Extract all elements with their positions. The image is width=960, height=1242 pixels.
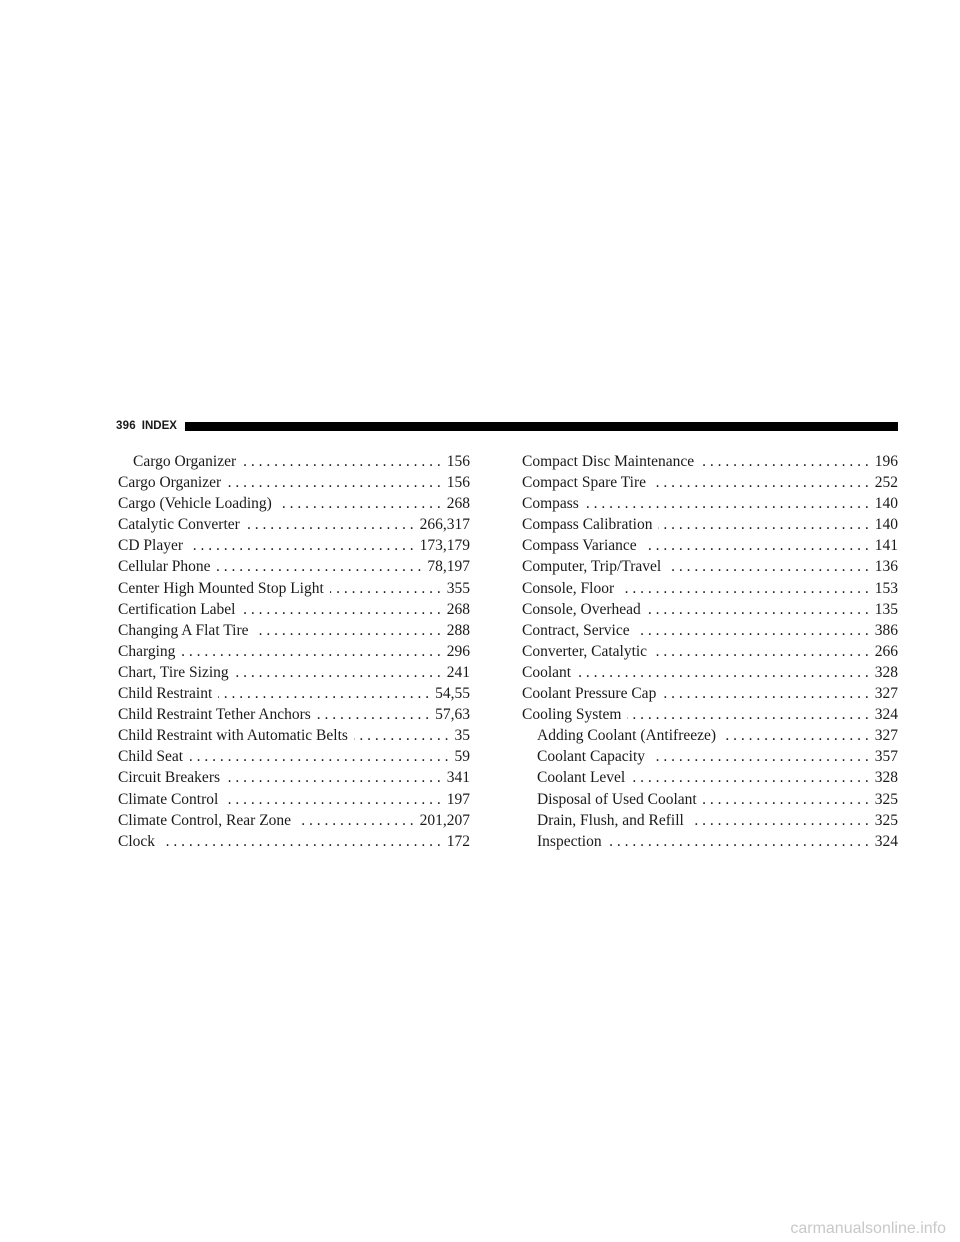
- index-entry-page: 341: [446, 769, 470, 787]
- index-entry: [522, 767, 898, 788]
- dot-leader: [189, 746, 448, 767]
- dot-leader: [217, 556, 422, 577]
- index-entry-label: Coolant Level: [537, 769, 626, 787]
- dot-leader: [278, 493, 441, 514]
- dot-leader: [577, 662, 869, 683]
- index-entry-page: 135: [874, 600, 898, 618]
- index-entry-label: Converter, Catalytic: [522, 642, 648, 660]
- index-entry: [118, 662, 470, 683]
- index-entry-label: Child Restraint with Automatic Belts: [118, 727, 348, 745]
- index-entry-label: Cargo Organizer: [133, 453, 237, 470]
- index-entry: [118, 599, 470, 620]
- index-entry-label: Coolant Pressure Cap: [522, 685, 657, 703]
- index-entry-label: Cargo (Vehicle Loading): [118, 495, 272, 513]
- dot-leader: [224, 789, 440, 810]
- index-entry: [522, 578, 898, 599]
- index-entry-label: Certification Label: [118, 600, 236, 618]
- index-entry-page: 386: [874, 621, 898, 639]
- index-entry-label: Climate Control, Rear Zone: [118, 811, 292, 829]
- index-entry: [522, 662, 898, 683]
- index-entry-page: 156: [446, 453, 470, 470]
- index-entry-label: Inspection: [537, 832, 602, 850]
- index-entry: [118, 683, 470, 704]
- index-entry-page: 266: [874, 642, 898, 660]
- page-number: 396: [116, 420, 136, 432]
- index-entry: [118, 725, 470, 746]
- dot-leader: [242, 599, 441, 620]
- dot-leader: [658, 514, 868, 535]
- dot-leader: [653, 641, 869, 662]
- index-entry-label: Circuit Breakers: [118, 769, 221, 787]
- dot-leader: [297, 810, 414, 831]
- index-entry: [522, 451, 898, 472]
- dot-leader: [235, 662, 441, 683]
- index-entry: [118, 472, 470, 493]
- watermark[interactable]: carmanualsonline.info: [790, 1220, 946, 1237]
- index-entry-page: 156: [446, 474, 470, 492]
- index-entry-page: 59: [454, 748, 470, 766]
- index-entry-page: 288: [446, 621, 470, 639]
- index-entry-page: 325: [874, 790, 898, 808]
- section-title: INDEX: [141, 420, 177, 432]
- index-entry-page: 268: [446, 495, 470, 513]
- index-entry-label: CD Player: [118, 537, 184, 555]
- index-entry: [118, 620, 470, 641]
- index-entry-label: Computer, Trip/Travel: [522, 558, 662, 576]
- index-entry-label: Compass Calibration: [522, 516, 653, 534]
- index-entry-page: 328: [874, 769, 898, 787]
- index-entry-page: 328: [874, 663, 898, 681]
- dot-leader: [620, 578, 869, 599]
- dot-leader: [667, 556, 869, 577]
- index-entry: [522, 599, 898, 620]
- index-entry: [522, 535, 898, 556]
- index-entry-page: 172: [446, 832, 470, 850]
- index-entry-label: Coolant: [522, 663, 572, 681]
- dot-leader: [227, 472, 441, 493]
- index-entry: [522, 641, 898, 662]
- index-entry: [522, 746, 898, 767]
- index-entry: [118, 831, 470, 852]
- index-entry-label: Changing A Flat Tire: [118, 621, 249, 639]
- index-entry-page: 355: [446, 579, 470, 597]
- index-entry-label: Chart, Tire Sizing: [118, 663, 229, 681]
- index-entry: [522, 789, 898, 810]
- dot-leader: [242, 451, 441, 472]
- index-entry-page: 327: [874, 685, 898, 703]
- index-entry: [522, 493, 898, 514]
- dot-leader: [585, 493, 869, 514]
- index-entry: [118, 451, 470, 472]
- dot-leader: [643, 535, 869, 556]
- dot-leader: [636, 620, 869, 641]
- index-entry-page: 54,55: [435, 685, 470, 703]
- index-entry: [118, 514, 470, 535]
- index-entry-page: 201,207: [419, 811, 470, 829]
- dot-leader: [181, 641, 440, 662]
- index-entry-page: 136: [874, 558, 898, 576]
- page-header: [116, 418, 898, 434]
- index-entry-page: 324: [874, 832, 898, 850]
- index-entry-page: 140: [874, 495, 898, 513]
- index-entry: [522, 810, 898, 831]
- index-column-right: [522, 451, 898, 852]
- index-entry: [522, 620, 898, 641]
- index-entry-page: 324: [874, 706, 898, 724]
- index-entry-page: 327: [874, 727, 898, 745]
- index-entry-page: 325: [874, 811, 898, 829]
- index-entry: [118, 556, 470, 577]
- index-entry-label: Cargo Organizer: [118, 474, 222, 492]
- dot-leader: [246, 514, 414, 535]
- index-entry-label: Child Restraint Tether Anchors: [118, 706, 311, 724]
- dot-leader: [703, 789, 869, 810]
- dot-leader: [700, 451, 869, 472]
- dot-leader: [161, 831, 441, 852]
- index-entry-page: 241: [446, 663, 470, 681]
- index-entry-page: 266,317: [419, 516, 470, 534]
- header-rule: [185, 422, 898, 431]
- dot-leader: [722, 725, 869, 746]
- index-entry-label: Catalytic Converter: [118, 516, 240, 534]
- index-entry-label: Coolant Capacity: [537, 748, 646, 766]
- index-entry-page: 196: [874, 453, 898, 470]
- index-entry: [522, 514, 898, 535]
- index-entry-label: Center High Mounted Stop Light: [118, 579, 324, 597]
- dot-leader: [662, 683, 868, 704]
- index-column-left: [118, 451, 470, 852]
- index-entry: [522, 831, 898, 852]
- index-entry: [118, 578, 470, 599]
- index-entry-label: Charging: [118, 642, 176, 660]
- index-entry-label: Drain, Flush, and Refill: [537, 811, 684, 829]
- index-entry-page: 268: [446, 600, 470, 618]
- index-entry-label: Console, Floor: [522, 579, 615, 597]
- dot-leader: [652, 472, 869, 493]
- dot-leader: [627, 704, 868, 725]
- index-entry-label: Child Seat: [118, 748, 184, 766]
- index-entry: [118, 767, 470, 788]
- index-entry-label: Compass Variance: [522, 537, 637, 555]
- dot-leader: [218, 683, 429, 704]
- index-entry-label: Compact Spare Tire: [522, 474, 646, 492]
- index-entry-label: Cellular Phone: [118, 558, 211, 576]
- index-entry-label: Compact Disc Maintenance: [522, 453, 695, 470]
- dot-leader: [317, 704, 429, 725]
- index-entry: [522, 704, 898, 725]
- dot-leader: [690, 810, 869, 831]
- index-entry: [118, 789, 470, 810]
- index-entry-label: Contract, Service: [522, 621, 630, 639]
- index-entry-page: 173,179: [419, 537, 470, 555]
- dot-leader: [631, 767, 869, 788]
- dot-leader: [189, 535, 414, 556]
- index-entry: [522, 683, 898, 704]
- dot-leader: [608, 831, 869, 852]
- index-entry-page: 252: [874, 474, 898, 492]
- index-entry: [522, 556, 898, 577]
- index-entry-label: Console, Overhead: [522, 600, 641, 618]
- index-entry: [118, 641, 470, 662]
- dot-leader: [330, 578, 441, 599]
- dot-leader: [647, 599, 869, 620]
- index-entry-page: 141: [874, 537, 898, 555]
- index-entry: [118, 493, 470, 514]
- index-entry-page: 78,197: [427, 558, 470, 576]
- index-entry: [118, 535, 470, 556]
- index-entry: [522, 725, 898, 746]
- index-entry: [118, 746, 470, 767]
- index-entry-label: Clock: [118, 832, 156, 850]
- index-entry: [118, 704, 470, 725]
- index-entry-label: Child Restraint: [118, 685, 213, 703]
- index-entry-page: 35: [454, 727, 470, 745]
- dot-leader: [651, 746, 869, 767]
- index-entry-label: Adding Coolant (Antifreeze): [537, 727, 717, 745]
- index-entry: [522, 472, 898, 493]
- dot-leader: [226, 767, 441, 788]
- index-entry-page: 296: [446, 642, 470, 660]
- index-entry-page: 140: [874, 516, 898, 534]
- index-entry-page: 153: [874, 579, 898, 597]
- index-entry-page: 57,63: [435, 706, 470, 724]
- index-entry-label: Disposal of Used Coolant: [537, 790, 697, 808]
- dot-leader: [354, 725, 449, 746]
- index-entry-label: Climate Control: [118, 790, 219, 808]
- index-entry-page: 197: [446, 790, 470, 808]
- dot-leader: [255, 620, 441, 641]
- index-entry-label: Compass: [522, 495, 579, 513]
- index-entry-page: 357: [874, 748, 898, 766]
- index-entry: [118, 810, 470, 831]
- index-entry-label: Cooling System: [522, 706, 622, 724]
